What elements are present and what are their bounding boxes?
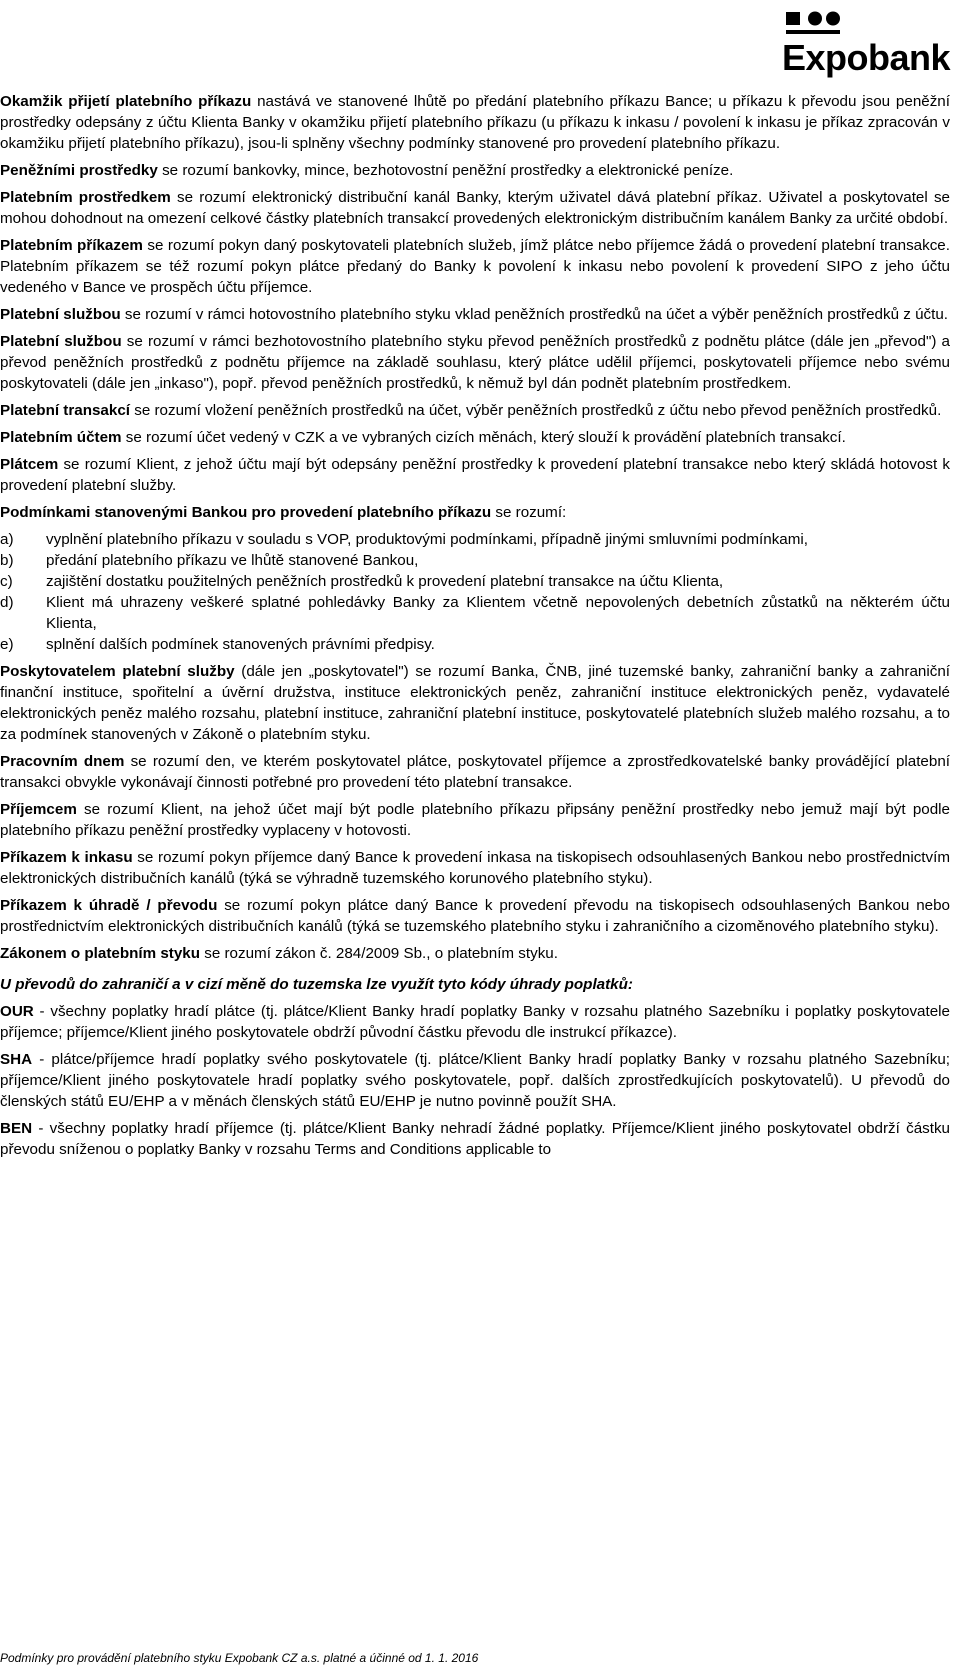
fee-code-text: - všechny poplatky hradí příjemce (tj. plátce/Klient Banky nehradí žádné poplatky. Příjemce/Klient jiného poskytovatel obdrží částku převodu sníženou o poplatky Banky v rozsahu Terms and Conditions applicable to bbox=[0, 1120, 950, 1158]
definition-paragraph bbox=[0, 187, 950, 229]
definition-term: Příkazem k inkasu bbox=[0, 849, 133, 866]
list-item bbox=[0, 550, 950, 571]
definition-paragraph bbox=[0, 799, 950, 841]
definition-paragraph bbox=[0, 400, 950, 421]
list-item bbox=[0, 571, 950, 592]
definition-text: se rozumí účet vedený v CZK a ve vybraných cizích měnách, který slouží k provádění platebních transakcí. bbox=[121, 429, 846, 446]
definition-paragraph bbox=[0, 847, 950, 889]
definition-text: se rozumí pokyn daný poskytovateli platebních služeb, jímž plátce nebo příjemce žádá o provedení platební transakce. Platebním příkazem se též rozumí pokyn plátce předaný do Banky k povolení k inkasu nebo povolení k provedení SIPO z jeho účtu vedeného v Bance ve prospěch účtu příjemce. bbox=[0, 237, 950, 296]
definition-text: se rozumí Klient, z jehož účtu mají být odepsány peněžní prostředky k provedení platební transakce nebo který skládá hotovost k provedení platební služby. bbox=[0, 456, 950, 494]
definition-text: (dále jen „poskytovatel") se rozumí Banka, ČNB, jiné tuzemské banky, zahraniční banky a zahraniční finanční instituce, spořitelní a úvěrní družstva, instituce elektronických peněz, zahraniční instituce elektronických peněz, vydavatelé elektronických peněz malého rozsahu, platební instituce, zahraniční platební instituce, poskytovatelé platebních služeb malého rozsahu, a to za podmínek stanovených v Zákoně o platebním styku. bbox=[0, 663, 950, 743]
logo-mark-icon bbox=[786, 10, 846, 40]
definition-term: Pracovním dnem bbox=[0, 753, 125, 770]
list-marker: e) bbox=[0, 636, 14, 653]
logo-text: Expobank bbox=[782, 37, 951, 78]
fee-codes-heading: U převodů do zahraničí a v cizí měně do tuzemska lze využít tyto kódy úhrady poplatků: bbox=[0, 976, 633, 993]
fee-code: SHA bbox=[0, 1051, 33, 1068]
definition-paragraph bbox=[0, 331, 950, 394]
list-marker: a) bbox=[0, 531, 14, 548]
definition-text: nastává ve stanovené lhůtě po předání platebního příkazu Bance; u příkazu k převodu jsou peněžní prostředky odepsány z účtu Klienta Banky v okamžiku přijetí platebního příkazu (u příkazu k inkasu / povolení k inkasu je příkaz zpracován v okamžiku přijetí platebního příkazu), jsou-li splněny všechny podmínky stanovené pro provedení platebního příkazu. bbox=[0, 93, 950, 152]
definition-term: Okamžik přijetí platebního příkazu bbox=[0, 93, 252, 110]
fee-code-text: - plátce/příjemce hradí poplatky svého poskytovatele (tj. plátce/Klient Banky hradí poplatky Banky v rozsahu platného Sazebníku; příjemce/Klient jiného poskytovatele hradí poplatky svého poskytovatele, popř. dalších zprostředkujících poskytovatelů). U převodů do členských států EU/EHP a v měnách členských států EU/EHP je nutno povinně použít SHA. bbox=[0, 1051, 950, 1110]
list-marker: c) bbox=[0, 573, 13, 590]
definition-term: Platebním příkazem bbox=[0, 237, 143, 254]
definition-text: se rozumí: bbox=[491, 504, 567, 521]
expobank-logo bbox=[766, 4, 958, 94]
definition-text: se rozumí den, ve kterém poskytovatel plátce, poskytovatel příjemce a zprostředkovatelské banky provádějící platební transakci obvykle vykonávají činnosti potřebné pro provedení této platební transakce. bbox=[0, 753, 950, 791]
definition-term: Peněžními prostředky bbox=[0, 162, 158, 179]
definition-text: se rozumí pokyn plátce daný Bance k provedení převodu na tiskopisech odsouhlasených Bankou nebo prostřednictvím elektronických distribučních kanálů (týká se tuzemského platebního styku i zahraničního a cizoměnového platebního styku). bbox=[0, 897, 950, 935]
list-item bbox=[0, 592, 950, 634]
list-item bbox=[0, 529, 950, 550]
definition-term: Platební transakcí bbox=[0, 402, 130, 419]
conditions-list bbox=[0, 529, 950, 655]
list-marker: b) bbox=[0, 552, 14, 569]
definition-text: se rozumí v rámci hotovostního platebního styku vklad peněžních prostředků na účet a výběr peněžních prostředků z účtu. bbox=[120, 306, 948, 323]
definition-term: Platební službou bbox=[0, 306, 121, 323]
definition-paragraph bbox=[0, 91, 950, 154]
list-item bbox=[0, 634, 950, 655]
definition-term: Plátcem bbox=[0, 456, 59, 473]
list-item-text: Klient má uhrazeny veškeré splatné pohledávky Banky za Klientem včetně nepovolených debetních zůstatků na některém účtu Klienta, bbox=[46, 594, 950, 632]
definition-term: Platebním účtem bbox=[0, 429, 122, 446]
definition-paragraph bbox=[0, 895, 950, 937]
definition-paragraph bbox=[0, 661, 950, 745]
list-item-text: zajištění dostatku použitelných peněžních prostředků k provedení platební transakce na účtu Klienta, bbox=[46, 573, 724, 590]
fee-code-paragraph bbox=[0, 1118, 950, 1160]
definition-text: se rozumí elektronický distribuční kanál Banky, kterým uživatel dává platební příkaz. Uživatel a poskytovatel se mohou dohodnout na omezení celkové částky platebních transakcí provedených elektronickým distribučním kanálem Banky za určité období. bbox=[0, 189, 950, 227]
fee-code-paragraph bbox=[0, 1001, 950, 1043]
fee-code: BEN bbox=[0, 1120, 33, 1137]
list-item-text: splnění dalších podmínek stanovených právními předpisy. bbox=[46, 636, 435, 653]
fee-code-paragraph bbox=[0, 1049, 950, 1112]
definition-text: se rozumí Klient, na jehož účet mají být podle platebního příkazu připsány peněžní prostředky nebo jemuž mají být podle platebního příkazu peněžní prostředky vyplaceny v hotovosti. bbox=[0, 801, 950, 839]
definition-paragraph bbox=[0, 160, 950, 181]
definition-term: Příkazem k úhradě / převodu bbox=[0, 897, 218, 914]
document-body bbox=[0, 91, 950, 1166]
definition-term: Platební službou bbox=[0, 333, 122, 350]
page-footer: Podmínky pro provádění platebního styku Expobank CZ a.s. platné a účinné od 1. 1. 2016 bbox=[0, 1651, 479, 1665]
definition-term: Platebním prostředkem bbox=[0, 189, 171, 206]
definition-paragraph bbox=[0, 943, 950, 964]
definition-term: Příjemcem bbox=[0, 801, 77, 818]
definition-text: se rozumí pokyn příjemce daný Bance k provedení inkasa na tiskopisech odsouhlasených Bankou nebo prostřednictvím elektronických distribučních kanálů (týká se výhradně tuzemského korunového platebního styku). bbox=[0, 849, 950, 887]
definition-term: Podmínkami stanovenými Bankou pro provedení platebního příkazu bbox=[0, 504, 492, 521]
list-item-text: předání platebního příkazu ve lhůtě stanovené Bankou, bbox=[46, 552, 419, 569]
definition-paragraph bbox=[0, 304, 950, 325]
definition-paragraph bbox=[0, 427, 950, 448]
definition-paragraph bbox=[0, 454, 950, 496]
definition-text: se rozumí bankovky, mince, bezhotovostní peněžní prostředky a elektronické peníze. bbox=[157, 162, 734, 179]
definition-paragraph bbox=[0, 751, 950, 793]
definition-term: Zákonem o platebním styku bbox=[0, 945, 201, 962]
definition-term: Poskytovatelem platební služby bbox=[0, 663, 235, 680]
definition-paragraph bbox=[0, 235, 950, 298]
list-marker: d) bbox=[0, 594, 14, 611]
conditions-intro bbox=[0, 502, 950, 523]
fee-code-text: - všechny poplatky hradí plátce (tj. plátce/Klient Banky hradí poplatky Banky v rozsahu platného Sazebníku i poplatky poskytovatele příjemce; příjemce/Klient jiného poskytovatele obdrží původní částku převodu dle instrukcí příkazce). bbox=[0, 1003, 950, 1041]
list-item-text: vyplnění platebního příkazu v souladu s VOP, produktovými podmínkami, případně jinými smluvními podmínkami, bbox=[46, 531, 808, 548]
definition-text: se rozumí vložení peněžních prostředků na účet, výběr peněžních prostředků z účtu nebo převod peněžních prostředků. bbox=[130, 402, 942, 419]
definition-text: se rozumí zákon č. 284/2009 Sb., o platebním styku. bbox=[200, 945, 558, 962]
definition-text: se rozumí v rámci bezhotovostního platebního styku převod peněžních prostředků z podnětu plátce (dále jen „převod") a převod peněžních prostředků z podnětu příjemce na základě souhlasu, který plátce udělil příjemci, poskytovateli příjemce nebo svému poskytovateli (dále jen „inkaso"), popř. převod peněžních prostředků, k němuž byl dán podnět platebním prostředkem. bbox=[0, 333, 950, 392]
fee-code: OUR bbox=[0, 1003, 34, 1020]
